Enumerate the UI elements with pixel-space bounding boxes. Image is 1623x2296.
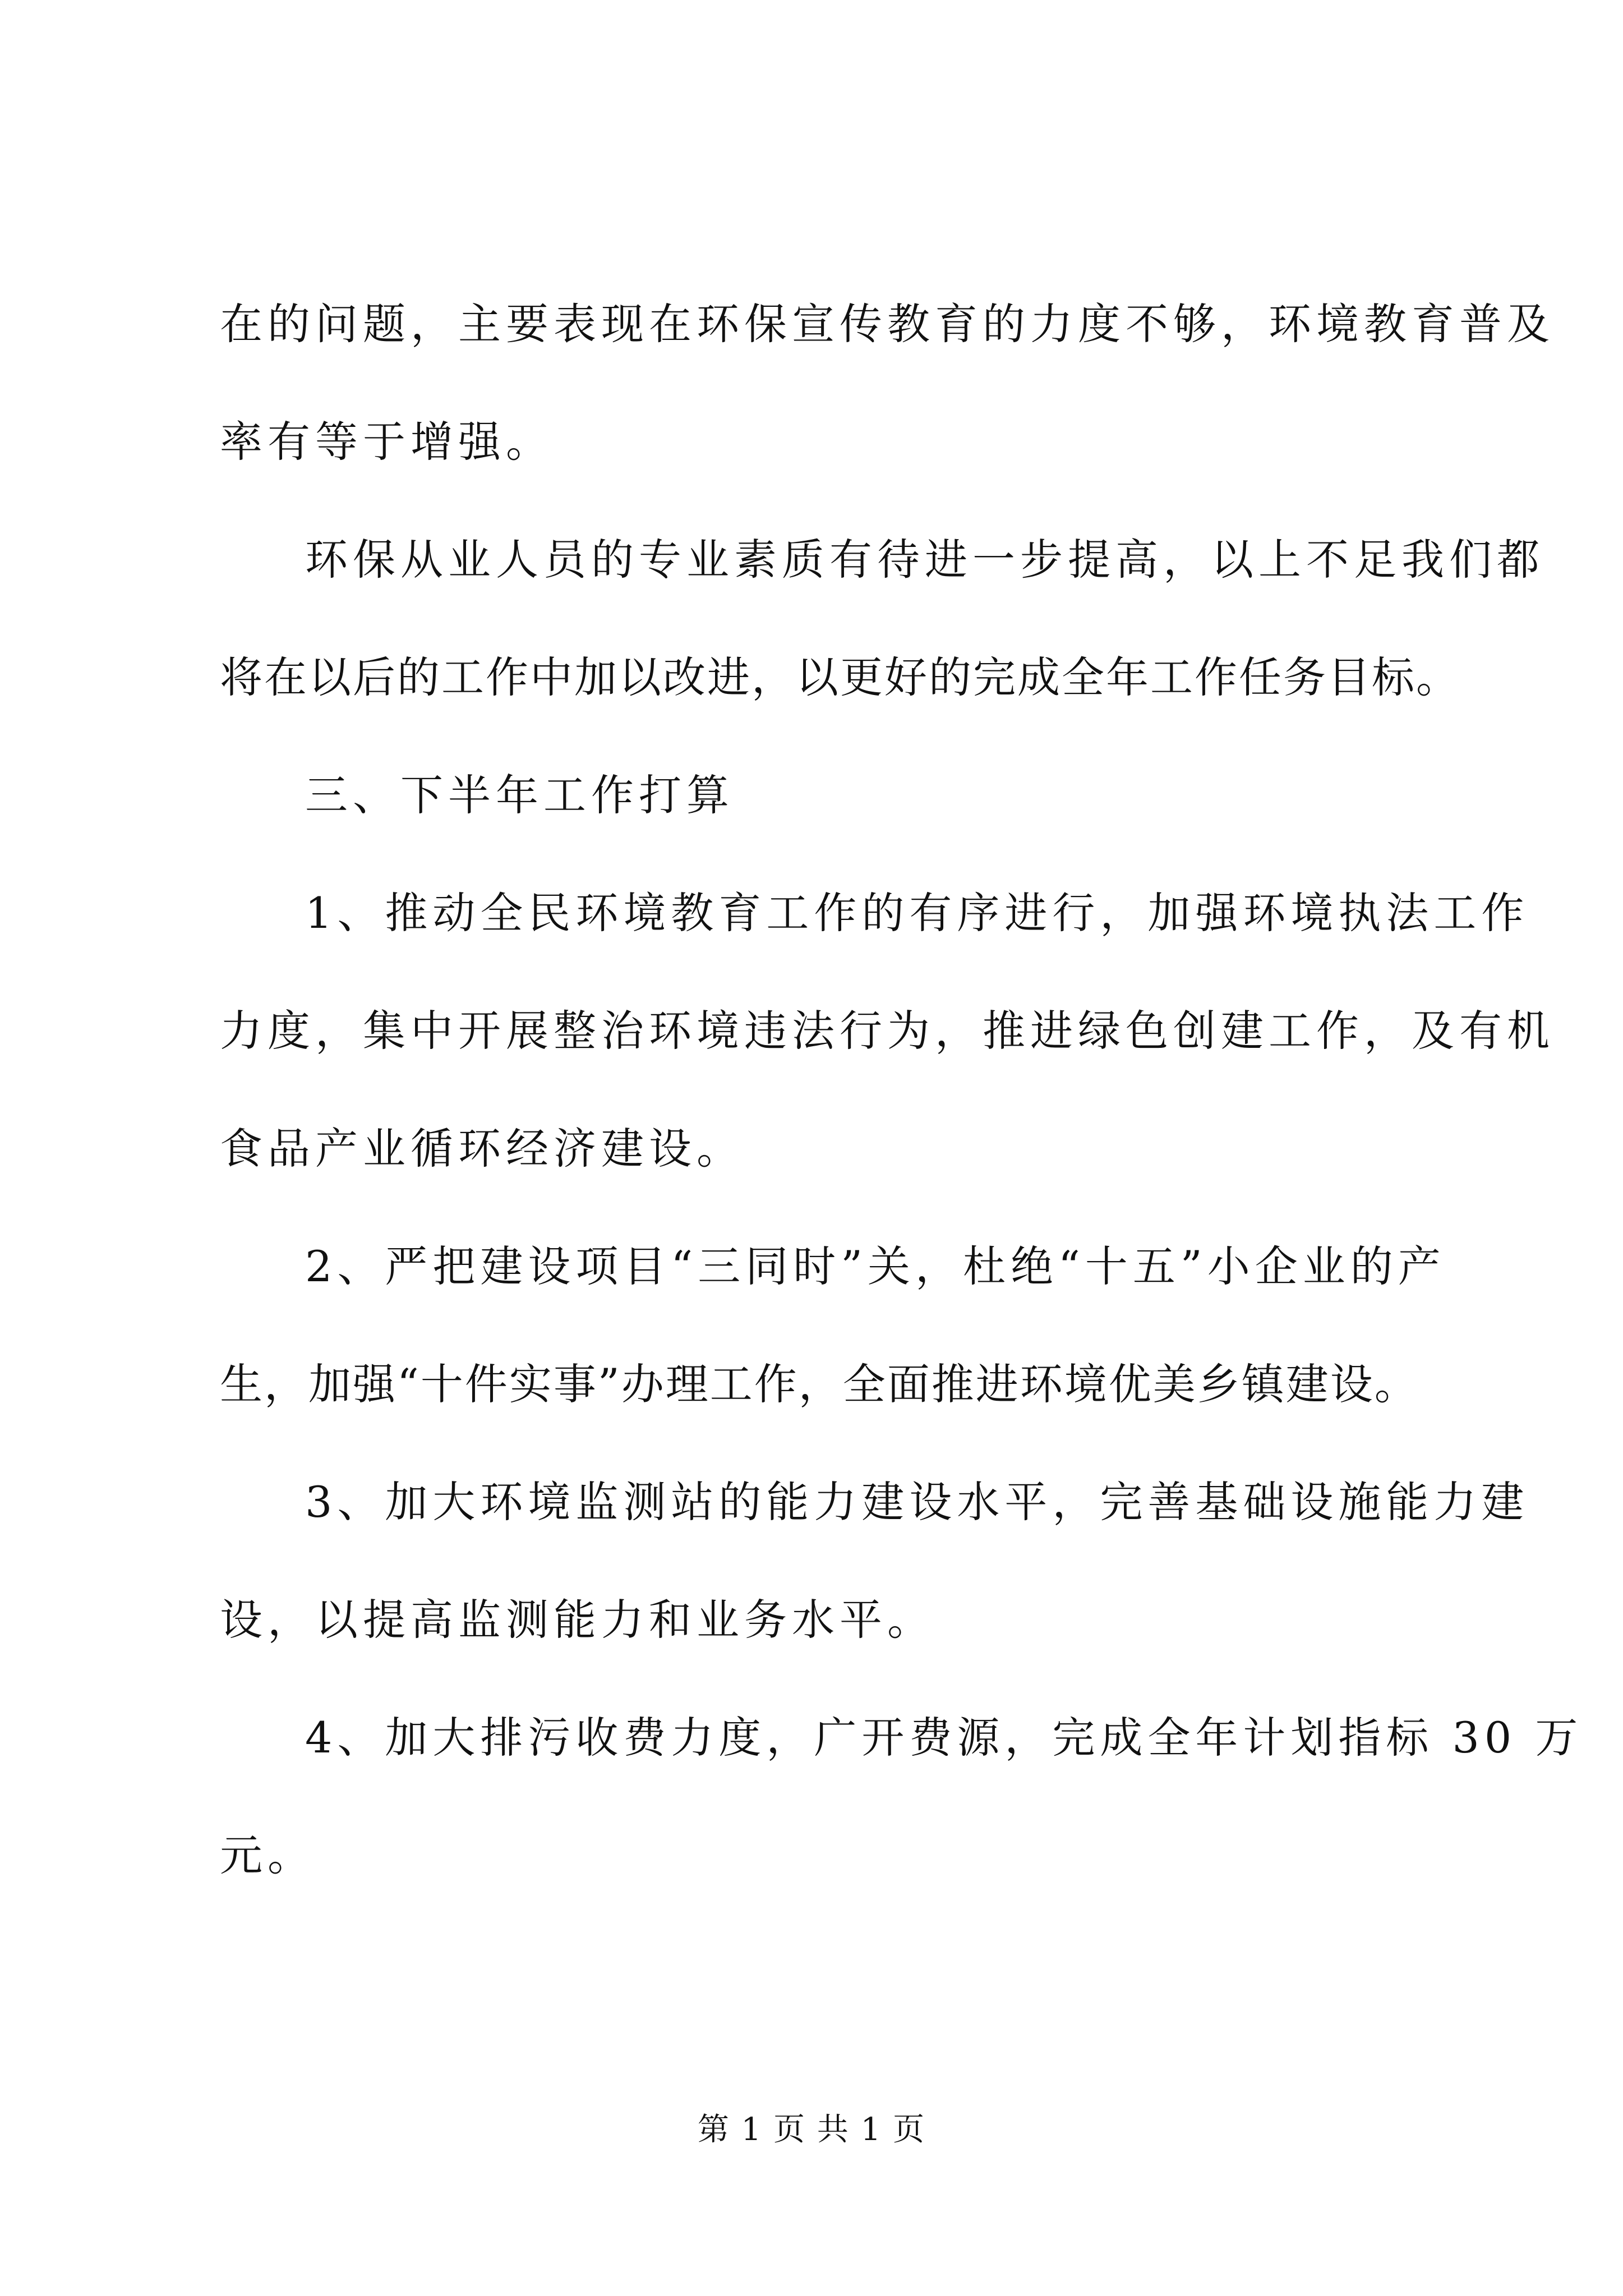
- text-line-9: 2、严把建设项目“三同时”关，杜绝“十五”小企业的产: [305, 1241, 1446, 1291]
- section-heading: 三、下半年工作打算: [305, 770, 734, 820]
- document-body: [220, 297, 1583, 1947]
- text-line-14: 元。: [220, 1830, 315, 1880]
- text-line-6: 1、推动全民环境教育工作的有序进行，加强环境执法工作: [305, 888, 1529, 938]
- text-line-12: 设，以提高监测能力和业务水平。: [220, 1595, 935, 1645]
- text-line-4: 将在以后的工作中加以改进，以更好的完成全年工作任务目标。: [220, 652, 1460, 702]
- text-line-11: 3、加大环境监测站的能力建设水平，完善基础设施能力建: [305, 1477, 1529, 1527]
- text-line-1: 在的问题，主要表现在环保宣传教育的力度不够，环境教育普及: [220, 299, 1555, 349]
- text-line-2: 率有等于增强。: [220, 417, 554, 467]
- text-line-13: 4、加大排污收费力度，广开费源，完成全年计划指标 30 万: [305, 1713, 1583, 1763]
- text-line-10: 生，加强“十件实事”办理工作，全面推进环境优美乡镇建设。: [220, 1359, 1419, 1409]
- text-line-8: 食品产业循环经济建设。: [220, 1124, 744, 1174]
- text-line-7: 力度，集中开展整治环境违法行为，推进绿色创建工作，及有机: [220, 1006, 1555, 1056]
- text-line-3: 环保从业人员的专业素质有待进一步提高，以上不足我们都: [305, 535, 1544, 585]
- page-footer: 第 1 页 共 1 页: [697, 2111, 926, 2148]
